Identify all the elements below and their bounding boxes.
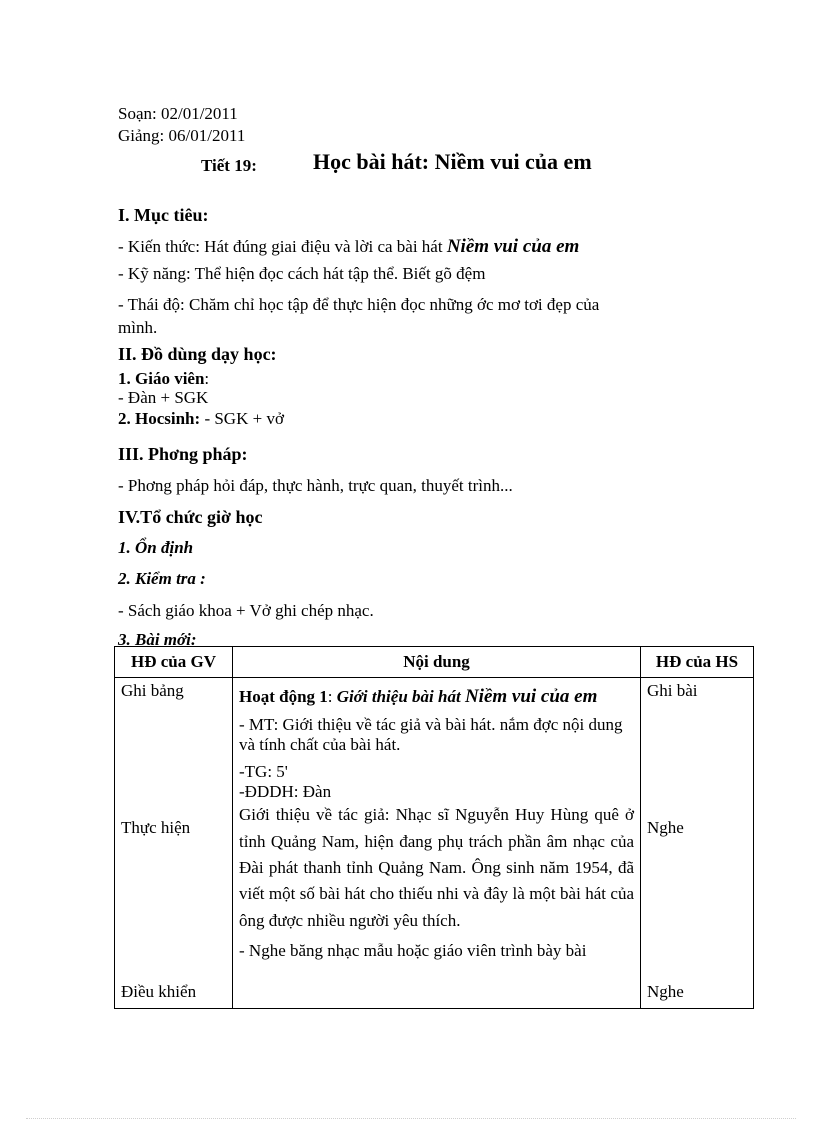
objective-knowledge-text: - Kiến thức: Hát đúng giai điệu và lời ca bài hát — [118, 237, 447, 256]
content-cell — [233, 678, 641, 1009]
teacher-activity-cell — [115, 678, 233, 1009]
activity-1-time: -TG: 5' — [239, 761, 288, 781]
table-row — [115, 678, 754, 1009]
objective-skill: - Kỹ năng: Thể hiện đọc cách hát tập thể. Biết gõ đệm — [118, 264, 486, 283]
activity-1-listen: - Nghe băng nhạc mẫu hoặc giáo viên trình bày bài — [239, 941, 587, 961]
activity-1-song: Niềm vui của em — [464, 686, 598, 707]
activity-1-label: Hoạt động 1 — [239, 687, 328, 706]
song-name: Niềm vui của em — [446, 236, 580, 257]
methods-item: - Phơng pháp hỏi đáp, thực hành, trực quan, thuyết trình... — [118, 476, 513, 495]
section-organization-heading: IV.Tổ chức giờ học — [118, 507, 263, 527]
activity-1-colon: : — [327, 687, 337, 706]
section-objectives-heading: I. Mục tiêu: — [118, 205, 209, 225]
objective-knowledge — [118, 236, 579, 259]
materials-teacher-label: 1. Giáo viên — [118, 369, 205, 388]
date-taught: Giảng: 06/01/2011 — [118, 126, 246, 145]
page-title: Học bài hát: Niềm vui của em — [313, 149, 592, 174]
materials-teacher-item: - Đàn + SGK — [118, 388, 209, 407]
lesson-number: Tiết 19: — [201, 156, 257, 175]
student-activity-listen-1: Nghe — [647, 818, 684, 837]
student-activity-cell — [641, 678, 754, 1009]
materials-student — [118, 409, 284, 429]
step-check: 2. Kiểm tra : — [118, 569, 206, 588]
col-header-content: Nội dung — [233, 647, 641, 678]
student-activity-note: Ghi bài — [647, 681, 698, 700]
activity-1-author-intro: Giới thiệu về tác giả: Nhạc sĩ Nguyễn Huy Hùng quê ở tỉnh Quảng Nam, hiện đang phụ trách phần âm nhạc của Đài phát thanh tỉnh Quảng Nam. Ông sinh năm 1954, đã viết một số bài hát cho thiếu nhi và đây là một bài hát của ông được nhiều người yêu thích. — [239, 805, 634, 930]
section-materials-heading: II. Đồ dùng dạy học: — [118, 344, 277, 364]
activity-1-desc: Giới thiệu bài hát — [336, 687, 465, 706]
objective-attitude-line1: - Thái độ: Chăm chỉ học tập để thực hiện đọc những ớc mơ tơi đẹp của — [118, 295, 600, 314]
step-new-lesson: 3. Bài mới: — [118, 630, 197, 649]
step-check-item: - Sách giáo khoa + Vở ghi chép nhạc. — [118, 601, 374, 620]
teacher-activity-perform: Thực hiện — [121, 818, 191, 837]
materials-student-item: - SGK + vở — [200, 409, 284, 428]
page-bottom-border — [26, 1118, 796, 1119]
objective-attitude-line2: mình. — [118, 318, 158, 337]
teacher-activity-record: Ghi bảng — [121, 681, 184, 700]
date-prepared: Soạn: 02/01/2011 — [118, 104, 238, 123]
section-methods-heading: III. Phơng pháp: — [118, 444, 248, 464]
table-header-row — [115, 647, 754, 678]
materials-teacher-colon: : — [204, 369, 210, 388]
teacher-activity-direct: Điều khiển — [121, 982, 197, 1001]
col-header-teacher: HĐ của GV — [115, 647, 233, 678]
activity-1-title — [239, 686, 634, 709]
activity-1-goal: - MT: Giới thiệu về tác giả và bài hát. nắm đợc nội dung và tính chất của bài hát. — [239, 714, 623, 755]
activity-1-materials: -ĐDDH: Đàn — [239, 781, 332, 801]
col-header-student: HĐ của HS — [641, 647, 754, 678]
step-stabilize: 1. Ổn định — [118, 538, 194, 557]
student-activity-listen-2: Nghe — [647, 982, 684, 1001]
materials-student-label: 2. Hocsinh: — [118, 409, 201, 428]
lesson-table — [114, 646, 754, 1009]
materials-teacher — [118, 369, 209, 389]
